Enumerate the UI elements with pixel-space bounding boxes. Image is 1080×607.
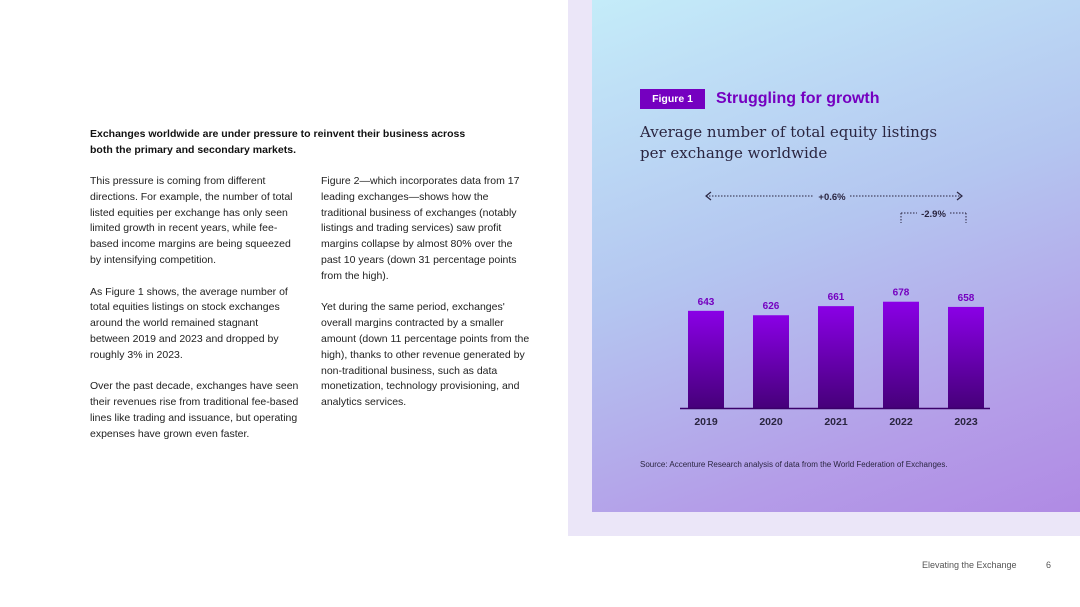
x-tick-label-2023: 2023 bbox=[954, 416, 978, 428]
body-column-left bbox=[90, 174, 300, 458]
figure-title: Struggling for growth bbox=[716, 90, 880, 107]
chart-title: Average number of total equity listings per exchange worldwide bbox=[640, 123, 938, 162]
paragraph: This pressure is coming from different directions. For example, the number of total listed equities per exchange has only seen limited growth in recent years, while fee-based income margins are being squeezed by intensifying competition. bbox=[90, 175, 293, 266]
body-column-right bbox=[321, 174, 531, 427]
x-tick-label-2020: 2020 bbox=[759, 416, 783, 428]
paragraph: Figure 2—which incorporates data from 17 leading exchanges—shows how the traditional business of exchanges (notably listings and trading services) saw profit margins collapse by almost 80% over the past 10 years (down 31 percentage points from the high). bbox=[321, 175, 520, 282]
bar-2023 bbox=[948, 307, 984, 408]
bar-2019 bbox=[688, 311, 724, 408]
bar-chart bbox=[680, 185, 990, 435]
x-tick-label-2019: 2019 bbox=[694, 416, 718, 428]
lead-paragraph: Exchanges worldwide are under pressure to reinvent their business across both the primary and secondary markets. bbox=[90, 128, 466, 156]
data-label-2021: 661 bbox=[827, 292, 845, 304]
figure-badge: Figure 1 bbox=[640, 89, 705, 109]
decline-annotation-label: -2.9% bbox=[921, 209, 946, 220]
bar-2020 bbox=[753, 315, 789, 408]
paragraph: As Figure 1 shows, the average number of total equities listings on stock exchanges around the world remained stagnant between 2019 and 2023 and dropped by roughly 3% in 2023. bbox=[90, 285, 288, 361]
data-label-2019: 643 bbox=[697, 296, 715, 308]
figure-source: Source: Accenture Research analysis of data from the World Federation of Exchanges. bbox=[640, 460, 948, 469]
bar-2022 bbox=[883, 302, 919, 408]
paragraph: Yet during the same period, exchanges' overall margins contracted by a smaller amount (down 11 percentage points from the high), thanks to other revenue generated by non-traditional business, such as data monetization, technology provisioning, and analytics services. bbox=[321, 301, 530, 409]
paragraph: Over the past decade, exchanges have seen their revenues rise from traditional fee-based lines like trading and issuance, but operating expenses have grown even faster. bbox=[90, 380, 299, 440]
data-label-2023: 658 bbox=[957, 292, 975, 304]
data-label-2020: 626 bbox=[762, 301, 780, 313]
bar-2021 bbox=[818, 306, 854, 408]
data-label-2022: 678 bbox=[892, 287, 910, 299]
x-tick-label-2021: 2021 bbox=[824, 416, 848, 428]
growth-annotation-label: +0.6% bbox=[818, 192, 846, 203]
footer-document-title: Elevating the Exchange bbox=[922, 560, 1017, 570]
footer-page-number: 6 bbox=[1046, 560, 1052, 570]
x-tick-label-2022: 2022 bbox=[889, 416, 913, 428]
